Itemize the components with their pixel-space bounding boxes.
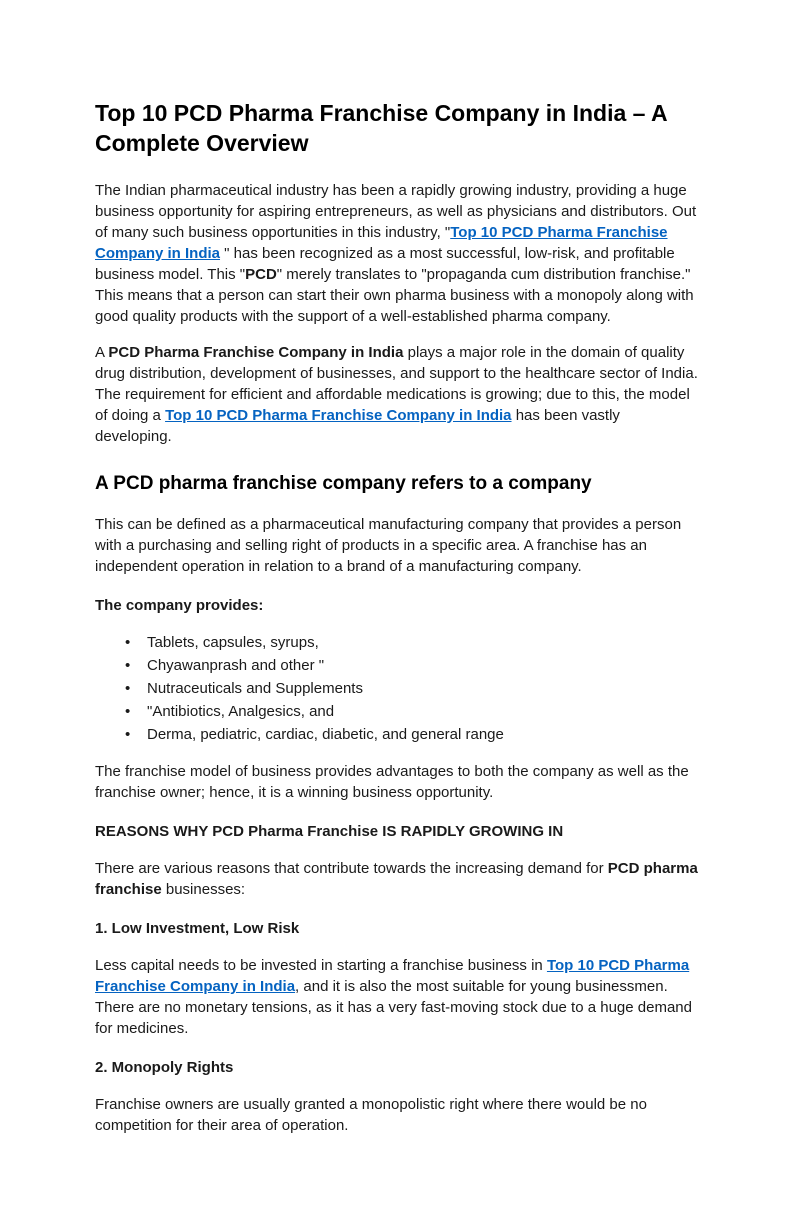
- intro-text-3: " merely translates to "propaganda cum distribution franchise." This means that a person can start their own pharma business with a monopoly along with good quality products with the support of a well-established pharma company.: [95, 265, 694, 325]
- list-item-text: Derma, pediatric, cardiac, diabetic, and general range: [147, 726, 504, 744]
- intro-bold-pcd: PCD: [245, 265, 277, 283]
- paragraph-role: [95, 342, 700, 447]
- reasons-bold-pcd: PCD pharma franchise: [95, 860, 698, 899]
- intro-text-2: " has been recognized as a most successful, low-risk, and profitable business model. This ": [95, 244, 675, 283]
- intro-text-1: The Indian pharmaceutical industry has been a rapidly growing industry, providing a huge business opportunity for aspiring entrepreneurs, as well as physicians and distributors. Out of many such business opportunities in this industry, ": [95, 181, 697, 241]
- list-item-text: Nutraceuticals and Supplements: [147, 680, 363, 698]
- list-item: [95, 724, 700, 745]
- paragraph-reasons-intro: [95, 858, 700, 900]
- paragraph-monopoly-rights: Franchise owners are usually granted a monopolistic right where there would be no competition for their area of operation.: [95, 1096, 647, 1135]
- low-investment-text-1: Less capital needs to be invested in starting a franchise business in: [95, 957, 547, 975]
- heading-reasons: REASONS WHY PCD Pharma Franchise IS RAPIDLY GROWING IN: [95, 823, 564, 841]
- list-item: [95, 655, 700, 676]
- paragraph-intro: [95, 180, 700, 327]
- reasons-text-2: businesses:: [161, 881, 246, 899]
- bullet-icon: •: [125, 634, 131, 652]
- role-bold-company: PCD Pharma Franchise Company in India: [108, 343, 404, 361]
- list-item-text: "Antibiotics, Analgesics, and: [147, 703, 335, 721]
- role-text-2: plays a major role in the domain of quality drug distribution, development of businesses, and support to the healthcare sector of India. The requirement for efficient and affordable medications is growing; due to this, the model of doing a: [95, 343, 698, 424]
- bullet-icon: •: [125, 657, 131, 675]
- list-item: [95, 678, 700, 699]
- heading-monopoly-rights: 2. Monopoly Rights: [95, 1059, 234, 1077]
- low-investment-text-2: , and it is also the most suitable for young businessmen. There are no monetary tensions, as it has a very fast-moving stock due to a huge demand for medicines.: [95, 978, 692, 1038]
- bullet-icon: •: [125, 726, 131, 744]
- bullet-icon: •: [125, 703, 131, 721]
- bullet-icon: •: [125, 680, 131, 698]
- link-top10-pcd-franchise-3[interactable]: Top 10 PCD Pharma Franchise Company in India: [95, 957, 690, 996]
- list-item-text: Tablets, capsules, syrups,: [147, 634, 319, 652]
- page-title: Top 10 PCD Pharma Franchise Company in India – A Complete Overview: [95, 100, 667, 157]
- provides-list: [95, 632, 700, 745]
- heading-low-investment: 1. Low Investment, Low Risk: [95, 920, 300, 938]
- role-text-1: A: [95, 343, 109, 361]
- list-item: [95, 632, 700, 653]
- section-heading-refers: A PCD pharma franchise company refers to a company: [95, 472, 592, 494]
- role-text-3: has been vastly developing.: [95, 406, 620, 445]
- paragraph-definition: This can be defined as a pharmaceutical manufacturing company that provides a person with a purchasing and selling right of products in a specific area. A franchise has an independent operation in relation to a brand of a manufacturing company.: [95, 516, 682, 576]
- reasons-text-1: There are various reasons that contribute towards the increasing demand for: [95, 860, 608, 878]
- paragraph-franchise-model: The franchise model of business provides advantages to both the company as well as the franchise owner; hence, it is a winning business opportunity.: [95, 763, 689, 802]
- link-top10-pcd-franchise-2[interactable]: Top 10 PCD Pharma Franchise Company in India: [165, 406, 512, 424]
- list-item-text: Chyawanprash and other ": [147, 657, 325, 675]
- list-item: [95, 701, 700, 722]
- heading-company-provides: The company provides:: [95, 597, 264, 615]
- link-top10-pcd-franchise-1[interactable]: Top 10 PCD Pharma Franchise Company in India: [95, 223, 668, 262]
- paragraph-low-investment: [95, 955, 700, 1039]
